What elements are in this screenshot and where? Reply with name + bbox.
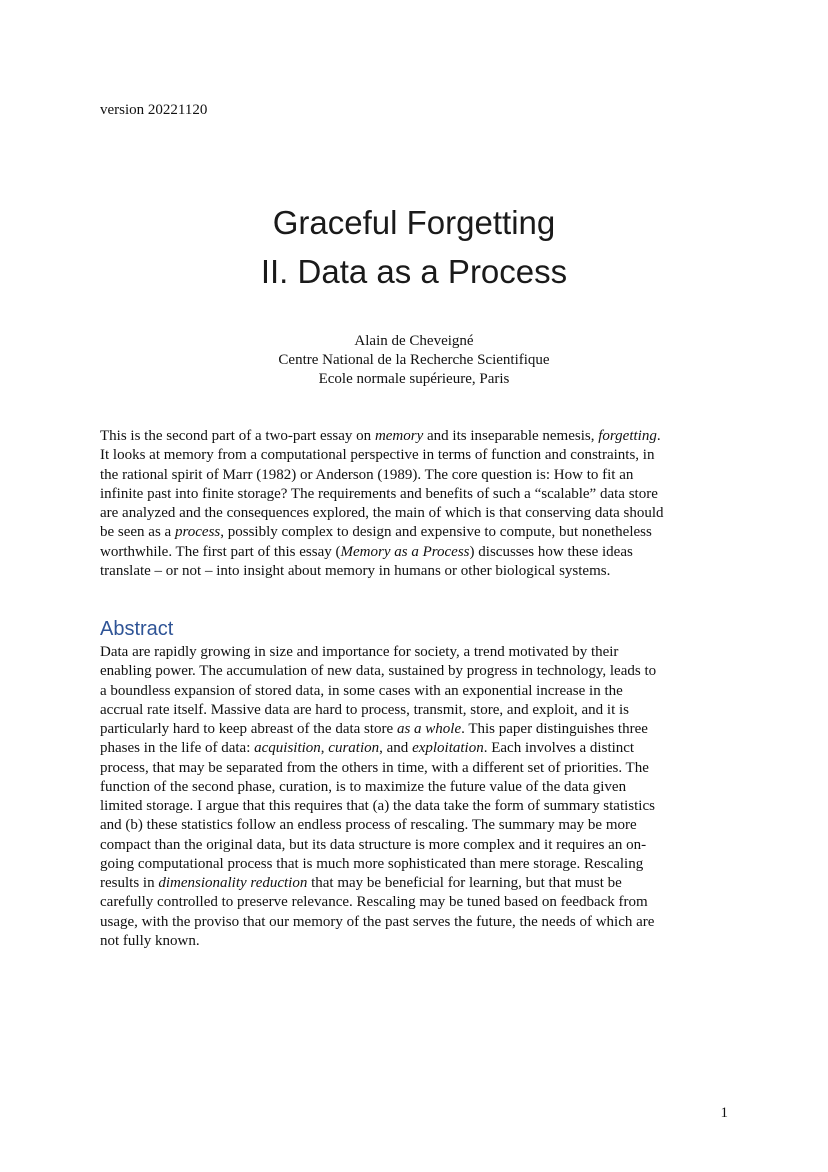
emphasis-as-a-whole: as a whole [396, 721, 462, 737]
abstract-line: function of the second phase, curation, is to maximize the future value of the data given [100, 778, 627, 795]
intro-line: It looks at memory from a computational perspective in terms of function and constraints, in [100, 447, 655, 464]
intro-line: the rational spirit of Marr (1982) or Anderson (1989). The core question is: How to fit an [100, 466, 634, 483]
emphasis-forgetting: forgetting [598, 428, 657, 444]
emphasis-acquisition: acquisition [254, 740, 321, 757]
text-run: , possibly complex to design and expensive to compute, but nonetheless [220, 524, 652, 541]
abstract-line [100, 720, 736, 739]
intro-line [100, 523, 736, 542]
text-run: phases in the life of data: [100, 740, 255, 757]
author-block [0, 332, 828, 389]
abstract-line: limited storage. I argue that this requires that (a) the data take the form of summary statistics [100, 798, 655, 814]
intro-line: translate – or not – into insight about memory in humans or other biological systems. [100, 563, 611, 580]
title-line-2: II. Data as a Process [260, 253, 568, 290]
abstract-heading: Abstract [100, 618, 174, 640]
emphasis-curation: curation [328, 740, 380, 757]
abstract-line: carefully controlled to preserve relevance. Rescaling may be tuned based on feedback from [100, 894, 648, 911]
intro-paragraph [100, 427, 736, 581]
text-run: . This paper distinguishes three [461, 721, 648, 737]
text-run: , and [379, 740, 413, 757]
abstract-line [100, 739, 736, 758]
text-run: . Each involves a distinct [483, 740, 635, 757]
title-line-1: Graceful Forgetting [272, 204, 556, 241]
emphasis-exploitation: exploitation [412, 740, 484, 757]
text-run: and its inseparable nemesis, [423, 428, 599, 444]
abstract-line: a boundless expansion of stored data, in some cases with an exponential increase in the [100, 682, 623, 699]
abstract-line: process, that may be separated from the others in time, with a different set of priorities. The [100, 759, 649, 776]
abstract-line: usage, with the proviso that our memory of the past serves the future, the needs of which are [100, 913, 655, 930]
paper-title [0, 198, 828, 296]
abstract-line: not fully known. [100, 932, 200, 949]
abstract-line: enabling power. The accumulation of new data, sustained by progress in technology, leads to [100, 663, 657, 680]
abstract-paragraph [100, 643, 736, 951]
emphasis-dimensionality-reduction: dimensionality reduction [158, 875, 308, 891]
intro-line [100, 543, 736, 562]
text-run: ) discusses how these ideas [469, 543, 633, 560]
abstract-line: and (b) these statistics follow an endless process of rescaling. The summary may be more [100, 817, 637, 834]
abstract-line: Data are rapidly growing in size and importance for society, a trend motivated by their [100, 644, 619, 660]
emphasis-process: process [174, 524, 221, 541]
abstract-line: going computational process that is much more sophisticated than mere storage. Rescaling [100, 855, 644, 872]
author-name: Alain de Cheveigné [354, 333, 474, 349]
text-run: particularly hard to keep abreast of the data store [100, 721, 397, 737]
intro-line: infinite past into finite storage? The requirements and benefits of such a “scalable” data store [100, 485, 658, 502]
text-run: . [656, 428, 661, 444]
intro-line [100, 427, 736, 446]
abstract-line: compact than the original data, but its data structure is more complex and it requires an on- [100, 836, 647, 853]
affiliation-2: Ecole normale supérieure, Paris [318, 371, 510, 387]
emphasis-title-ref: Memory as a Process [340, 543, 470, 560]
emphasis-memory: memory [374, 428, 424, 444]
text-run: that may be beneficial for learning, but that must be [307, 875, 622, 891]
affiliation-1: Centre National de la Recherche Scientifique [278, 352, 550, 368]
page-number: 1 [720, 1105, 728, 1121]
intro-line: are analyzed and the consequences explored, the main of which is that conserving data should [100, 505, 664, 522]
text-run: This is the second part of a two-part essay on [100, 428, 375, 444]
text-run: results in [100, 875, 159, 891]
version-label: version 20221120 [100, 102, 208, 118]
abstract-line [100, 874, 736, 893]
text-run: , [320, 740, 329, 757]
text-run: worthwhile. The first part of this essay ( [100, 543, 341, 560]
text-run: be seen as a [100, 524, 175, 541]
abstract-line: accrual rate itself. Massive data are hard to process, transmit, store, and exploit, and it is [100, 701, 629, 718]
